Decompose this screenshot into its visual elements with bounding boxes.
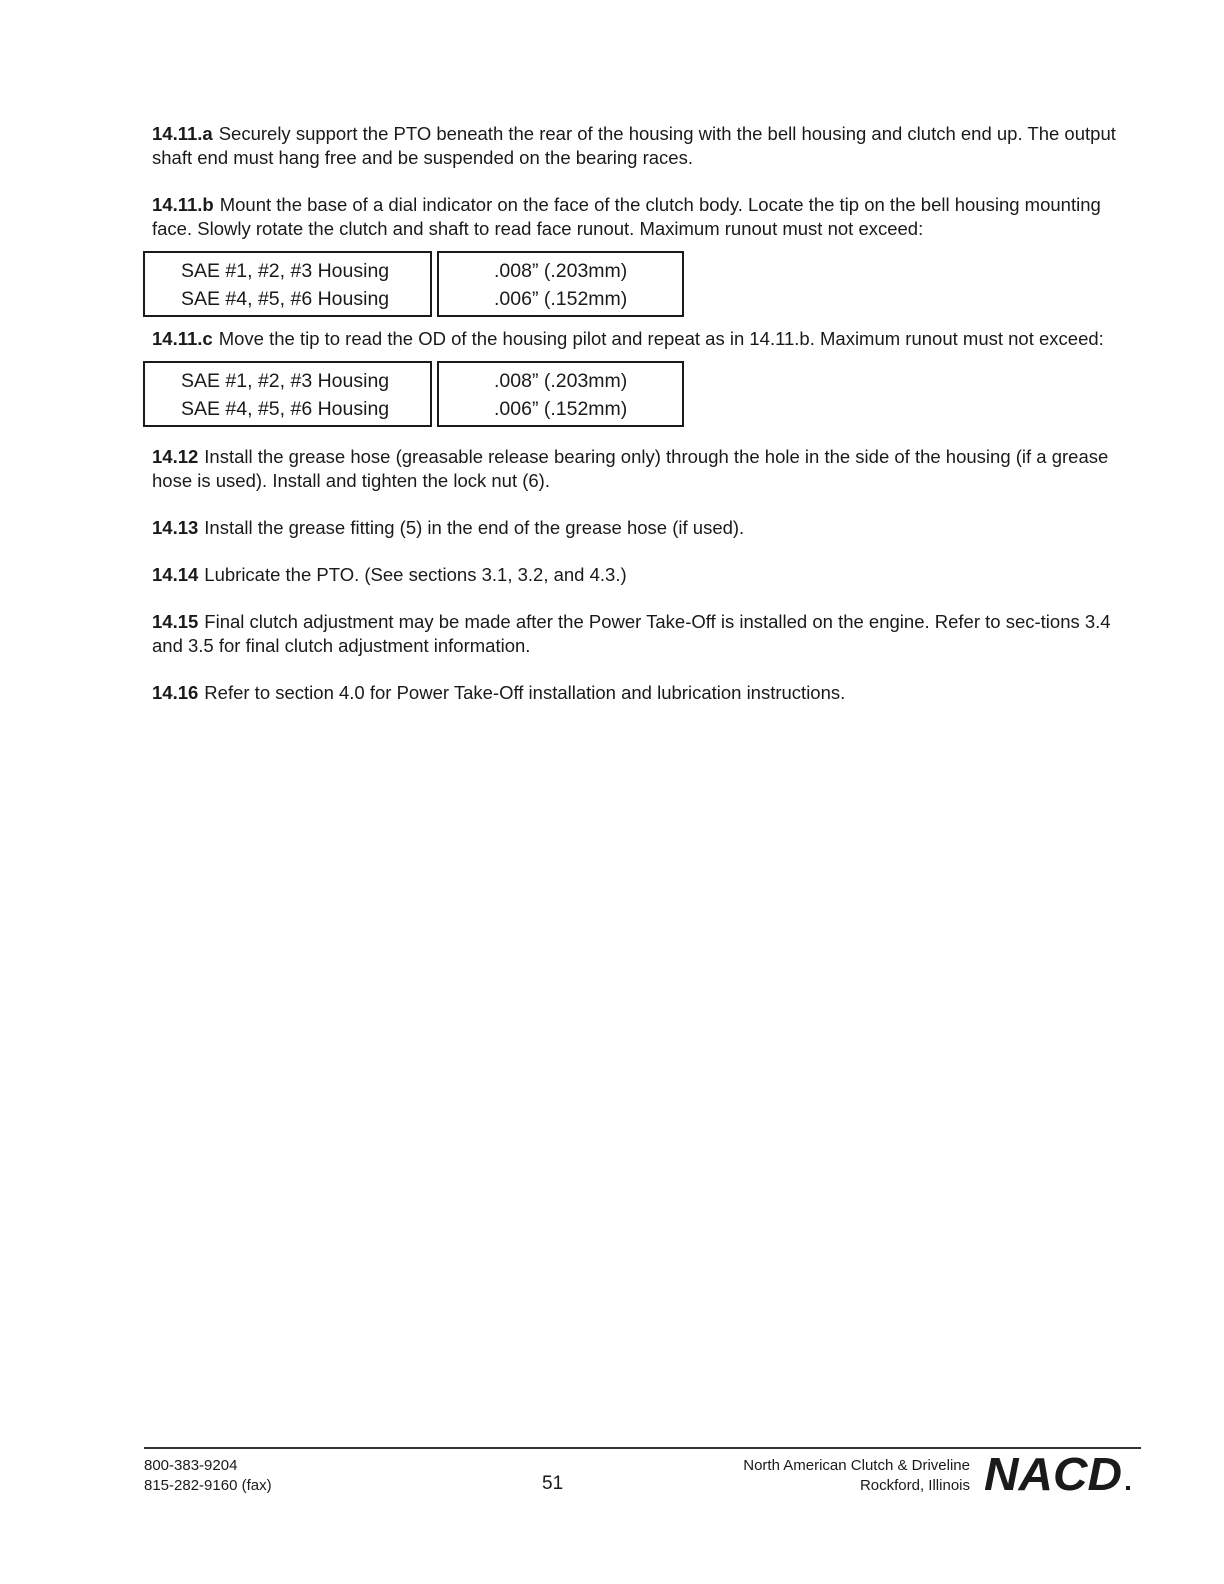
- section-text: Final clutch adjustment may be made after the Power Take-Off is installed on the engine. Refer to sec-tions 3.4 and 3.5 for final clutch adjustment information.: [152, 611, 1111, 656]
- section-14-16: [152, 681, 1137, 705]
- housing-column: [143, 251, 432, 317]
- section-14-12: [152, 445, 1137, 493]
- section-number: 14.11.a: [152, 123, 213, 144]
- fax-number: 815-282-9160 (fax): [144, 1477, 272, 1494]
- document-body: [152, 122, 1137, 705]
- section-number: 14.15: [152, 611, 199, 632]
- section-14-14: [152, 563, 1137, 587]
- section-text: Refer to section 4.0 for Power Take-Off installation and lubrication instructions.: [204, 682, 846, 703]
- section-text: Install the grease fitting (5) in the end of the grease hose (if used).: [204, 517, 745, 538]
- runout-value: .006” (.152mm): [494, 398, 628, 420]
- housing-label: SAE #1, #2, #3 Housing: [181, 370, 390, 392]
- company-location: Rockford, Illinois: [859, 1477, 970, 1494]
- runout-value: .008” (.203mm): [494, 370, 628, 392]
- section-number: 14.13: [152, 517, 199, 538]
- section-number: 14.11.b: [152, 194, 214, 215]
- runout-spec-table-face: [143, 251, 1137, 317]
- company-name: North American Clutch & Driveline: [743, 1457, 970, 1474]
- footer-contact: [144, 1456, 272, 1496]
- logo-text: NACD: [984, 1452, 1122, 1496]
- nacd-logo: [982, 1452, 1132, 1496]
- runout-value: .008” (.203mm): [494, 260, 628, 282]
- housing-label: SAE #4, #5, #6 Housing: [181, 288, 390, 310]
- runout-value-column: [437, 361, 684, 427]
- section-text: Mount the base of a dial indicator on the face of the clutch body. Locate the tip on the bell housing mounting face. Slowly rotate the clutch and shaft to read face runout. Maximum runout must not exceed:: [152, 194, 1101, 239]
- section-14-11-c: [152, 327, 1137, 351]
- housing-column: [143, 361, 432, 427]
- section-text: Move the tip to read the OD of the housing pilot and repeat as in 14.11.b. Maximum runout must not exceed:: [218, 328, 1104, 349]
- runout-spec-table-pilot: [143, 361, 1137, 427]
- section-number: 14.16: [152, 682, 199, 703]
- section-14-15: [152, 610, 1137, 658]
- housing-label: SAE #4, #5, #6 Housing: [181, 398, 390, 420]
- phone-number: 800-383-9204: [144, 1457, 238, 1474]
- footer-divider: [144, 1447, 1141, 1449]
- runout-value-column: [437, 251, 684, 317]
- section-text: Install the grease hose (greasable release bearing only) through the hole in the side of the housing (if a grease hose is used). Install and tighten the lock nut (6).: [152, 446, 1109, 491]
- page-number: 51: [542, 1473, 564, 1494]
- section-14-13: [152, 516, 1137, 540]
- section-text: Securely support the PTO beneath the rear of the housing with the bell housing and clutch end up. The output shaft end must hang free and be suspended on the bearing races.: [152, 123, 1116, 168]
- housing-label: SAE #1, #2, #3 Housing: [181, 260, 390, 282]
- section-text: Lubricate the PTO. (See sections 3.1, 3.2, and 4.3.): [204, 564, 627, 585]
- section-14-11-a: [152, 122, 1137, 170]
- footer-company: [743, 1456, 970, 1496]
- logo-dot: [1126, 1486, 1130, 1490]
- section-14-11-b: [152, 193, 1137, 241]
- section-number: 14.12: [152, 446, 199, 467]
- section-number: 14.14: [152, 564, 199, 585]
- section-number: 14.11.c: [152, 328, 213, 349]
- runout-value: .006” (.152mm): [494, 288, 628, 310]
